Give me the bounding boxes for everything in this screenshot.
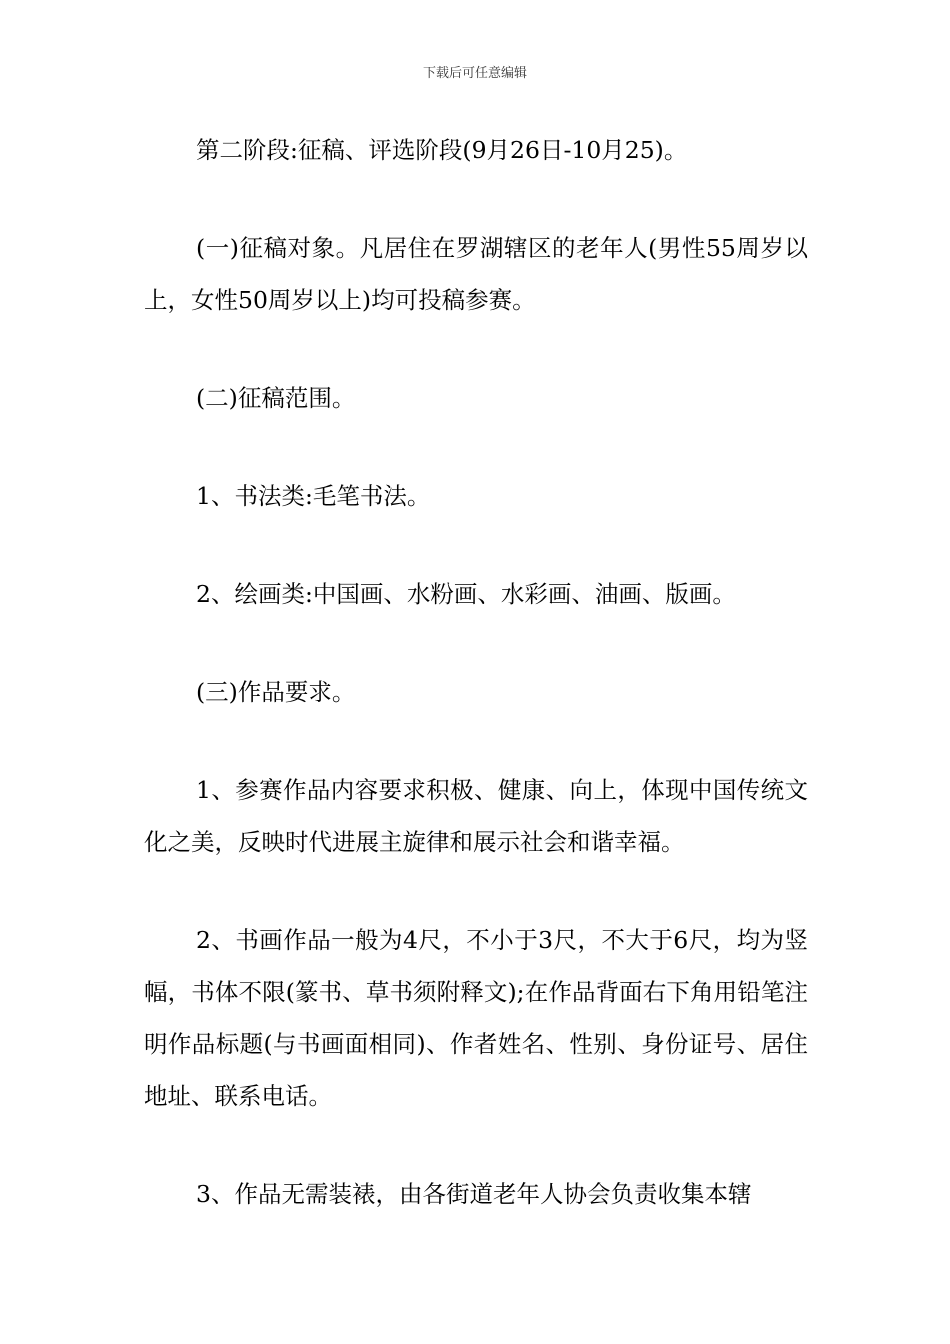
paragraph-requirement-2: 2、书画作品一般为4尺，不小于3尺，不大于6尺，均为竖幅，书体不限(篆书、草书须附释文);在作品背面右下角用铅笔注明作品标题(与书画面相同)、作者姓名、性别、身份证号、居住地址、联系电话。 <box>144 926 808 1110</box>
header-text: 下载后可任意编辑 <box>422 66 527 81</box>
paragraph-painting: 2、绘画类:中国画、水粉画、水彩画、油画、版画。 <box>196 580 736 608</box>
paragraph-work-requirements: (三)作品要求。 <box>196 678 356 706</box>
paragraph-requirement-1: 1、参赛作品内容要求积极、健康、向上，体现中国传统文化之美，反映时代进展主旋律和展示社会和谐幸福。 <box>144 776 808 856</box>
paragraph-requirement-3: 3、作品无需装裱，由各街道老年人协会负责收集本辖 <box>196 1180 752 1208</box>
paragraph-submission-target: (一)征稿对象。凡居住在罗湖辖区的老年人(男性55周岁以上，女性50周岁以上)均可投稿参赛。 <box>144 234 808 314</box>
paragraph-gap <box>144 176 808 222</box>
paragraph-gap <box>144 522 808 568</box>
paragraph-gap <box>144 1122 808 1168</box>
paragraph-gap <box>144 620 808 666</box>
paragraph-submission-scope: (二)征稿范围。 <box>196 384 356 412</box>
paragraph-calligraphy: 1、书法类:毛笔书法。 <box>196 482 431 510</box>
page-header <box>0 64 950 84</box>
paragraph-gap <box>144 326 808 372</box>
paragraph-gap <box>144 424 808 470</box>
paragraph-stage-two: 第二阶段:征稿、评选阶段(9月26日-10月25)。 <box>196 136 688 164</box>
document-body <box>144 124 808 1220</box>
paragraph-gap <box>144 718 808 764</box>
paragraph-gap <box>144 868 808 914</box>
